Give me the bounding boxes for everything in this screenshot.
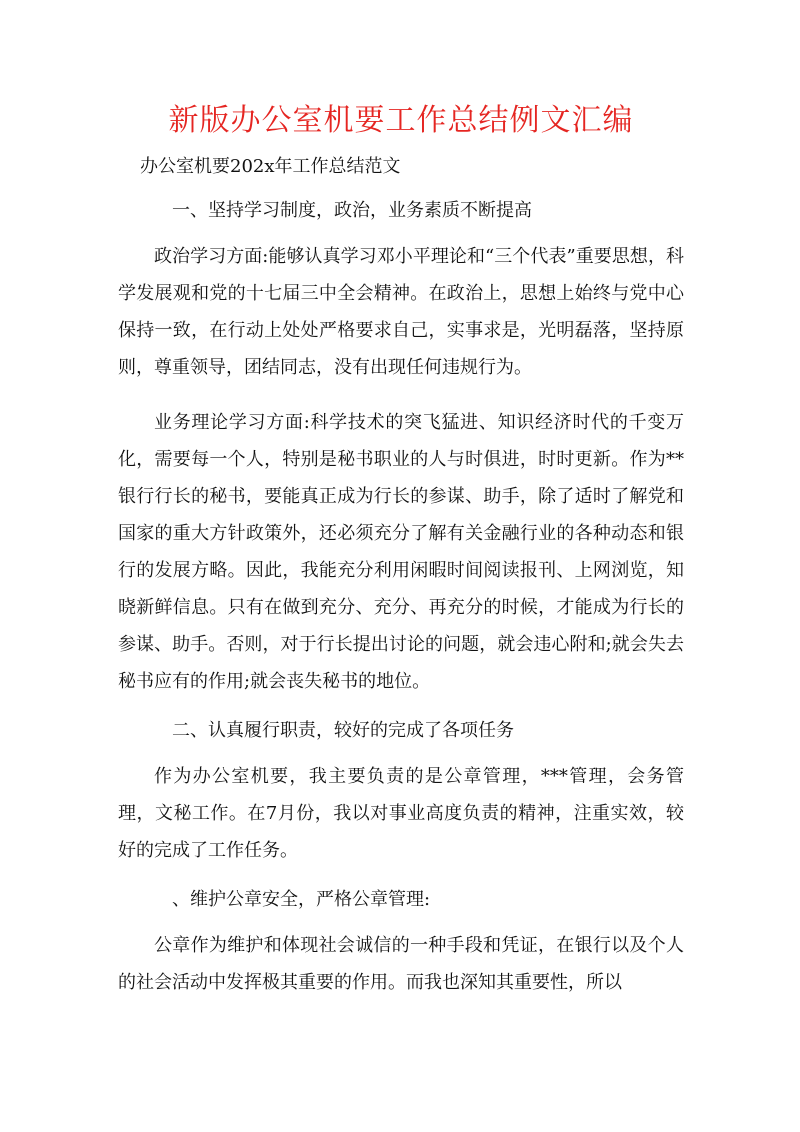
section-heading-2: 二、认真履行职责，较好的完成了各项任务 — [172, 720, 514, 741]
paragraph-business-study: 业务理论学习方面:科学技术的突飞猛进、知识经济时代的千变万化，需要每一个人，特别是秘书职业的人与时俱进，时时更新。作为**银行行长的秘书，要能真正成为行长的参谋、助手，除了适时了解党和国家的重大方针政策外，还必须充分了解有关金融行业的各种动态和银行的发展方略。因此，我能充分利用闲暇时间阅读报刊、上网浏览，知晓新鲜信息。只有在做到充分、充分、再充分的时候，才能成为行长的参谋、助手。否则，对于行长提出讨论的问题，就会违心附和;就会失去秘书应有的作用;就会丧失秘书的地位。 — [118, 412, 684, 692]
document-subtitle: 办公室机要202x年工作总结范文 — [140, 156, 401, 177]
paragraph-seal-management: 公章作为维护和体现社会诚信的一种手段和凭证，在银行以及个人的社会活动中发挥极其重要的作用。而我也深知其重要性，所以 — [118, 935, 684, 993]
paragraph-duties: 作为办公室机要，我主要负责的是公章管理，***管理，会务管理，文秘工作。在7月份，我以对事业高度负责的精神，注重实效，较好的完成了工作任务。 — [118, 766, 684, 861]
section-heading-1: 一、坚持学习制度，政治，业务素质不断提高 — [172, 200, 532, 221]
section-heading-3: 、维护公章安全，严格公章管理: — [172, 889, 431, 910]
document-title: 新版办公室机要工作总结例文汇编 — [168, 103, 634, 138]
document-page — [118, 96, 684, 1001]
paragraph-political-study: 政治学习方面:能够认真学习邓小平理论和“三个代表”重要思想，科学发展观和党的十七届三中全会精神。在政治上，思想上始终与党中心保持一致，在行动上处处严格要求自己，实事求是，光明磊落，坚持原则，尊重领导，团结同志，没有出现任何违规行为。 — [118, 246, 684, 378]
